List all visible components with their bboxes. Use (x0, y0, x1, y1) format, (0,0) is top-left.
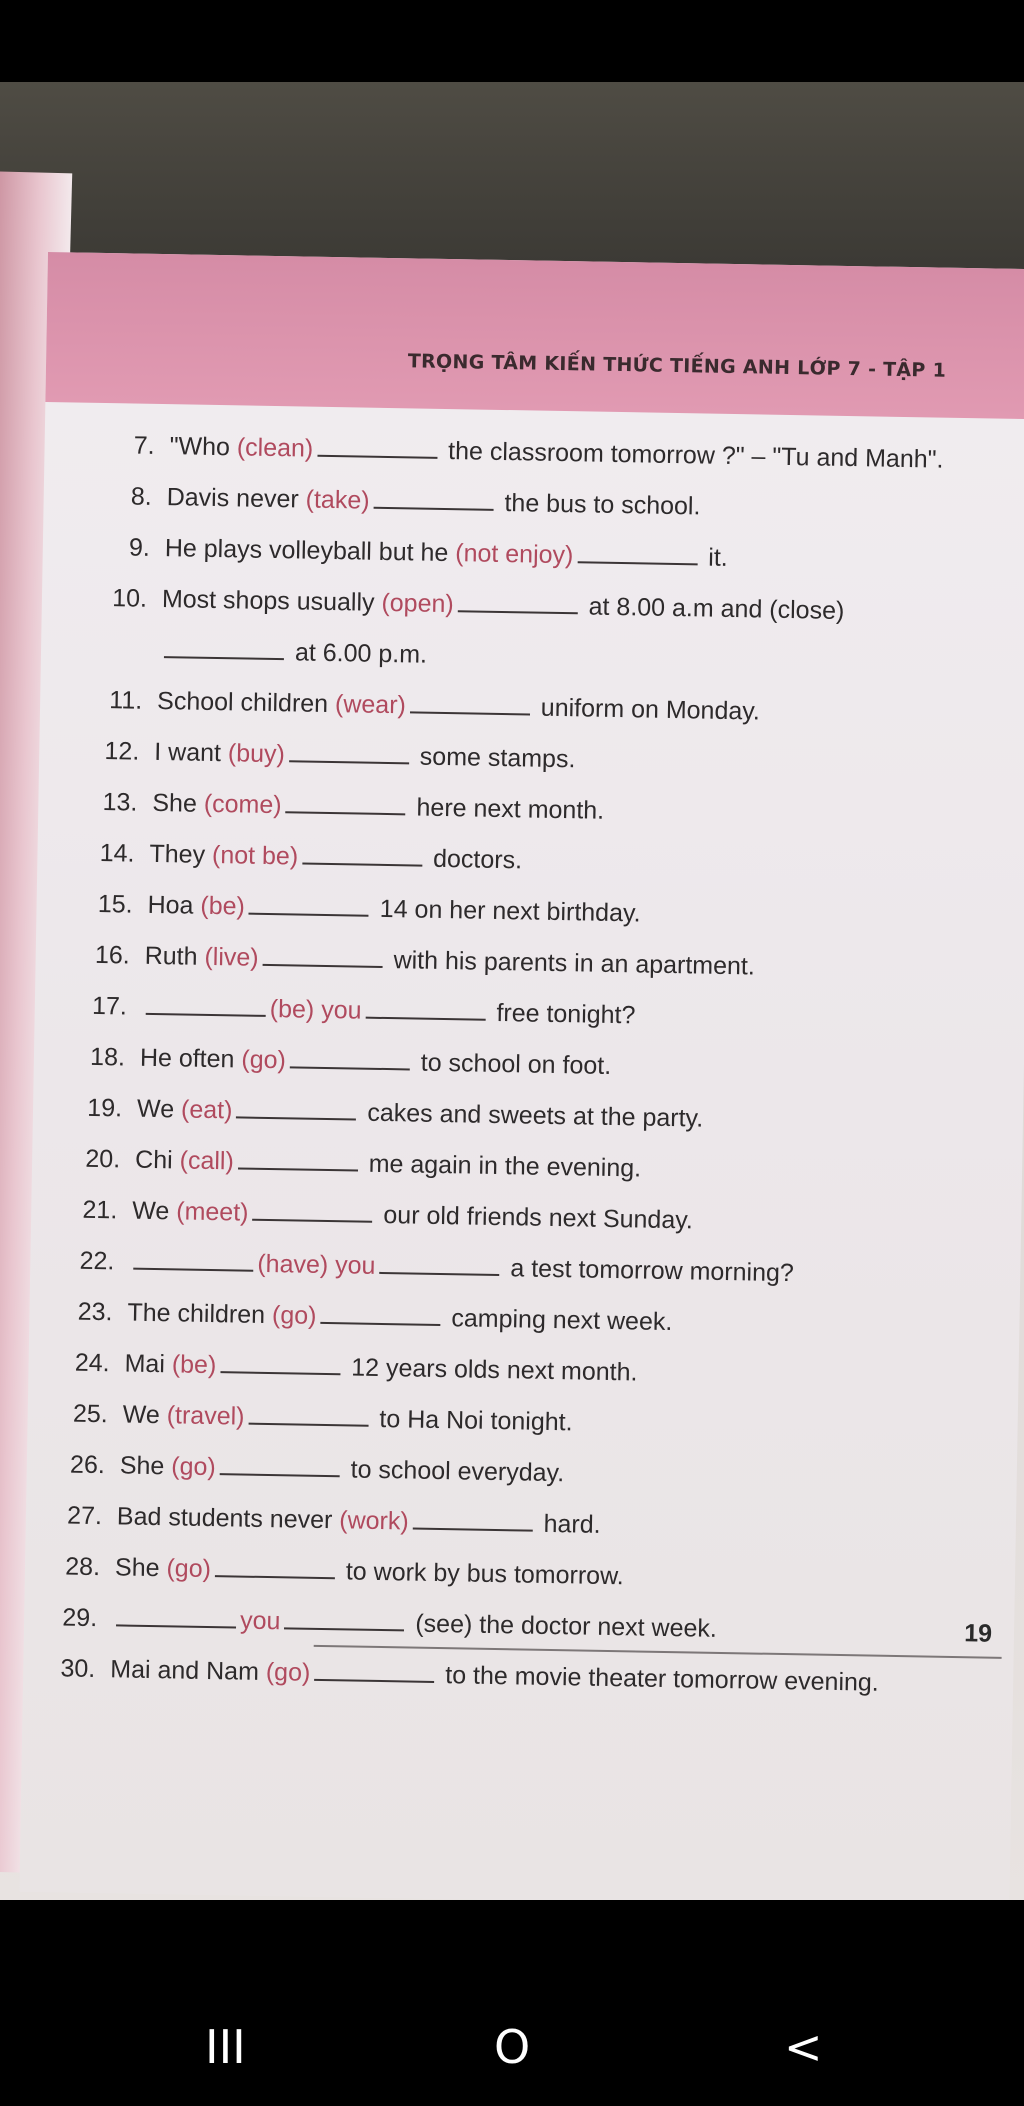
item-number: 14. (99, 838, 135, 868)
item-rest: with his parents in an apartment. (386, 946, 756, 981)
item-stem: He often (139, 1043, 242, 1074)
answer-blank (215, 1557, 335, 1579)
item-stem: Most shops usually (161, 585, 382, 617)
item-stem: Ruth (144, 941, 205, 971)
item-rest: (see) the doctor next week. (408, 1609, 718, 1643)
item-rest: hard. (536, 1509, 601, 1539)
item-verb: (be) (171, 1350, 217, 1380)
item-text (149, 840, 522, 875)
item-rest: to work by bus tomorrow. (338, 1557, 624, 1591)
item-rest: doctors. (425, 844, 523, 875)
answer-blank (252, 1201, 372, 1223)
item-rest: me again in the evening. (361, 1149, 642, 1183)
item-verb: (not enjoy) (455, 539, 574, 570)
item-stem: She (152, 788, 205, 818)
item-verb: (go) (265, 1658, 311, 1687)
photo-area (0, 82, 1024, 1900)
back-icon[interactable]: < (784, 2020, 823, 2074)
navigation-bar (0, 1900, 1024, 2106)
item-number: 25. (72, 1399, 108, 1429)
answer-blank (164, 638, 284, 660)
page-header-title: TRỌNG TÂM KIẾN THỨC TIẾNG ANH LỚP 7 - TẬP 1 (407, 350, 947, 382)
item-verb: (open) (381, 588, 454, 619)
answer-blank (373, 489, 493, 511)
answer-blank (146, 995, 266, 1017)
item-verb: (have) you (257, 1249, 376, 1280)
item-verb: (wear) (334, 690, 407, 720)
answer-blank (289, 742, 409, 764)
item-rest: at 8.00 a.m and (close) (581, 592, 845, 625)
item-rest: the classroom tomorrow ?" – "Tu and Manh". (441, 436, 944, 474)
answer-blank (220, 1455, 340, 1477)
item-number: 18. (89, 1042, 126, 1072)
answer-blank (249, 895, 369, 917)
item-stem: She (114, 1553, 167, 1583)
item-number: 16. (94, 940, 130, 970)
item-rest: to school on foot. (413, 1048, 612, 1080)
item-verb: (eat) (180, 1095, 233, 1125)
item-rest: our old friends next Sunday. (376, 1200, 694, 1235)
item-text (154, 738, 576, 774)
item-number: 7. (133, 431, 155, 460)
answer-blank (263, 946, 383, 968)
item-stem: Chi (134, 1145, 180, 1175)
item-number: 12. (104, 737, 140, 766)
item-number: 17. (91, 991, 128, 1021)
home-icon[interactable]: O (494, 2020, 531, 2074)
item-number: 30. (60, 1654, 96, 1684)
item-stem: They (149, 839, 213, 869)
item-verb: (take) (305, 485, 370, 515)
item-text (160, 636, 427, 670)
answer-blank (314, 1661, 434, 1683)
exercise-list (23, 430, 1024, 1722)
item-number: 19. (87, 1093, 123, 1123)
item-stem: Davis never (166, 483, 306, 514)
item-stem: "Who (169, 432, 238, 462)
item-number: 15. (97, 889, 133, 919)
answer-blank (365, 999, 485, 1021)
item-verb: (travel) (166, 1401, 245, 1431)
item-stem: Hoa (147, 890, 201, 920)
item-verb: (live) (204, 942, 259, 972)
item-verb: (be) (200, 891, 246, 921)
answer-blank (236, 1098, 356, 1120)
answer-blank (248, 1405, 368, 1427)
item-number: 22. (79, 1246, 115, 1276)
item-number: 27. (66, 1501, 103, 1531)
answer-blank (320, 1304, 440, 1326)
item-number: 20. (85, 1144, 121, 1174)
item-stem: He plays volleyball but he (164, 534, 456, 568)
item-verb: (not be) (211, 840, 299, 871)
item-verb: (go) (271, 1301, 317, 1330)
item-stem: Bad students never (116, 1502, 340, 1535)
item-number: 9. (128, 533, 151, 562)
item-verb: (go) (241, 1045, 287, 1075)
item-stem: Mai and Nam (110, 1655, 267, 1687)
answer-blank (285, 793, 405, 815)
item-number (75, 635, 145, 636)
item-verb: (work) (339, 1506, 409, 1536)
item-stem: We (132, 1196, 177, 1226)
item-stem: Mai (124, 1349, 173, 1379)
item-stem: We (122, 1400, 167, 1430)
book-page (19, 252, 1024, 1900)
item-stem: School children (156, 686, 336, 719)
status-bar (0, 0, 1024, 82)
item-verb: (clean) (236, 433, 314, 463)
item-rest: 14 on her next birthday. (372, 894, 641, 928)
item-verb: (call) (179, 1146, 235, 1176)
answer-blank (413, 1510, 533, 1532)
item-verb: (meet) (176, 1197, 249, 1227)
item-stem: We (136, 1094, 182, 1124)
item-number: 10. (111, 584, 148, 613)
item-number: 13. (102, 788, 138, 817)
item-verb: (buy) (227, 739, 286, 769)
item-number: 11. (109, 686, 143, 715)
item-rest: some stamps. (412, 742, 576, 774)
item-text (169, 432, 943, 475)
item-verb: (go) (166, 1554, 212, 1584)
item-rest: it. (701, 543, 728, 572)
page-number: 19 (963, 1619, 993, 1648)
page-header-band (45, 252, 1024, 419)
item-rest: at 6.00 p.m. (287, 638, 428, 669)
answer-blank (302, 845, 422, 867)
answer-blank (290, 1048, 410, 1070)
item-number: 23. (77, 1297, 113, 1327)
item-rest: 12 years olds next month. (344, 1353, 638, 1387)
item-verb: you (239, 1606, 281, 1636)
answer-blank (458, 592, 578, 614)
answer-blank (577, 543, 697, 565)
recents-icon[interactable]: III (205, 2020, 246, 2074)
item-rest: to Ha Noi tonight. (372, 1404, 573, 1437)
answer-blank (410, 693, 530, 715)
item-rest: to the movie theater tomorrow evening. (438, 1661, 880, 1697)
item-stem: The children (127, 1298, 273, 1330)
item-stem: She (119, 1451, 172, 1481)
answer-blank (133, 1250, 253, 1272)
item-verb: (be) you (269, 994, 362, 1025)
item-rest: here next month. (409, 793, 605, 825)
item-number: 29. (62, 1603, 98, 1633)
item-number: 28. (65, 1552, 101, 1582)
item-rest: cakes and sweets at the party. (360, 1098, 704, 1133)
answer-blank (116, 1606, 236, 1628)
answer-blank (220, 1353, 340, 1375)
item-rest: the bus to school. (497, 488, 701, 521)
item-verb: (go) (171, 1452, 216, 1482)
item-rest: uniform on Monday. (533, 693, 761, 726)
item-number: 21. (82, 1195, 118, 1225)
item-number: 8. (130, 482, 152, 511)
answer-blank (379, 1254, 499, 1276)
answer-blank (317, 437, 437, 459)
item-rest: camping next week. (444, 1304, 673, 1337)
item-rest: a test tomorrow morning? (503, 1254, 795, 1288)
item-verb: (come) (203, 789, 282, 820)
item-number: 24. (74, 1348, 110, 1378)
item-number: 26. (69, 1450, 106, 1480)
item-stem: I want (154, 737, 229, 768)
item-rest: to school everyday. (343, 1455, 565, 1488)
answer-blank (284, 1609, 404, 1631)
answer-blank (238, 1149, 358, 1171)
item-rest: free tonight? (489, 998, 636, 1030)
